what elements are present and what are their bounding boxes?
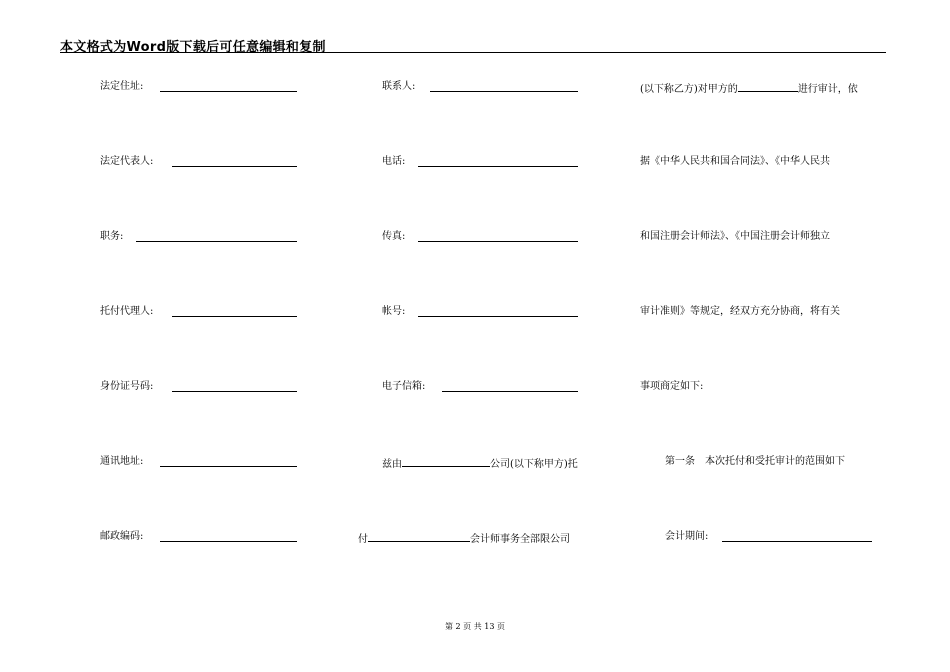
entrust-line-2 xyxy=(358,530,570,547)
label-text: 传真: xyxy=(382,231,406,242)
email-blank xyxy=(442,391,578,392)
page-header xyxy=(60,34,886,53)
postcode-blank xyxy=(160,541,297,542)
contact-blank xyxy=(430,91,578,92)
header-title: 本文格式为Word版下载后可任意编辑和复制 xyxy=(60,40,326,55)
id-number-blank xyxy=(172,391,297,392)
label-text: 通讯地址: xyxy=(100,456,144,467)
clause-line-4 xyxy=(640,305,840,319)
account-label xyxy=(382,305,405,319)
clause-line-5 xyxy=(640,380,703,394)
body-text: 据《中华人民共和国合同法》、《中华人民共 xyxy=(640,156,830,167)
account-blank xyxy=(418,316,578,317)
label-text: 托付代理人: xyxy=(100,306,154,317)
text-prefix: 兹由 xyxy=(382,459,402,470)
text-suffix: 进行审计，依 xyxy=(797,84,858,95)
body-text: 审计准则》等规定，经双方充分协商，将有关 xyxy=(640,306,840,317)
clause-line-2 xyxy=(640,155,830,169)
mail-address-blank xyxy=(160,466,297,467)
text-prefix: 付 xyxy=(358,534,368,545)
body-text: 第一条 本次托付和受托审计的范围如下 xyxy=(665,456,845,467)
clause-line-1 xyxy=(640,80,858,97)
label-text: 职务: xyxy=(100,231,124,242)
body-text: 事项商定如下: xyxy=(640,381,704,392)
company-blank xyxy=(402,455,490,467)
label-text: 法定住址: xyxy=(100,81,144,92)
legal-address-label xyxy=(100,80,143,94)
accounting-period-blank xyxy=(722,541,872,542)
clause-line-3 xyxy=(640,230,830,244)
fax-label xyxy=(382,230,405,244)
label-text: 电话: xyxy=(382,156,406,167)
id-number-label xyxy=(100,380,153,394)
position-blank xyxy=(136,241,297,242)
agent-label xyxy=(100,305,153,319)
phone-blank xyxy=(418,166,578,167)
text-suffix: 公司(以下称甲方)托 xyxy=(490,459,578,470)
position-label xyxy=(100,230,123,244)
audit-object-blank xyxy=(738,80,798,92)
fax-blank xyxy=(418,241,578,242)
label-text: 会计期间: xyxy=(665,531,709,542)
agent-blank xyxy=(172,316,297,317)
label-text: 法定代表人: xyxy=(100,156,154,167)
label-text: 联系人: xyxy=(382,81,416,92)
label-text: 帐号: xyxy=(382,306,406,317)
legal-address-blank xyxy=(160,91,297,92)
article-one-heading xyxy=(665,455,845,469)
firm-blank xyxy=(368,530,470,542)
label-text: 电子信箱: xyxy=(382,381,426,392)
email-label xyxy=(382,380,425,394)
page-footer xyxy=(0,622,950,632)
text-prefix: (以下称乙方)对甲方的 xyxy=(640,84,738,95)
label-text: 身份证号码: xyxy=(100,381,154,392)
mail-address-label xyxy=(100,455,143,469)
accounting-period-label xyxy=(665,530,708,544)
body-text: 和国注册会计师法》、《中国注册会计师独立 xyxy=(640,231,830,242)
phone-label xyxy=(382,155,405,169)
label-text: 邮政编码: xyxy=(100,531,144,542)
legal-rep-label xyxy=(100,155,153,169)
legal-rep-blank xyxy=(172,166,297,167)
text-suffix: 会计师事务全部限公司 xyxy=(470,534,570,545)
contact-label xyxy=(382,80,415,94)
page-number: 第 2 页 共 13 页 xyxy=(445,622,505,631)
postcode-label xyxy=(100,530,143,544)
entrust-line-1 xyxy=(382,455,578,472)
